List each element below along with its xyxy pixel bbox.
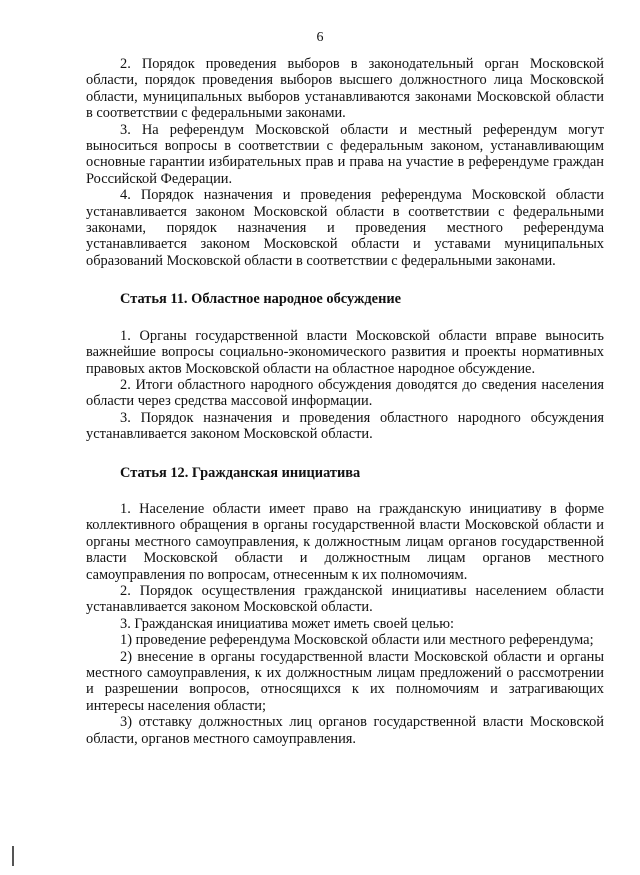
paragraph: 1. Население области имеет право на гражданскую инициативу в форме коллективного обращения в органы государственной власти Московской области и органы местного самоуправления, к должностным лицам органов государственной власти Московской области и должностным лицам органов местного самоуправления по вопросам, отнесенным к их полномочиям.	[86, 500, 604, 583]
paragraph: 3. На референдум Московской области и местный референдум могут выноситься вопросы в соответствии с федеральным законом, устанавливающим основные гарантии избирательных прав и права на участие в референдуме граждан Российской Федерации.	[86, 121, 604, 187]
paragraph: 4. Порядок назначения и проведения референдума Московской области устанавливается законом Московской области в соответствии с федеральными законами, порядок назначения и проведения местного референдума устанавливается законом Московской области и уставами муниципальных образований Московской области в соответствии с федеральными законами.	[86, 187, 604, 269]
scan-margin-mark	[12, 846, 14, 866]
document-body	[86, 56, 604, 747]
paragraph: 1) проведение референдума Московской области или местного референдума;	[120, 632, 594, 649]
paragraph: 3. Порядок назначения и проведения областного народного обсуждения устанавливается законом Московской области.	[86, 409, 604, 443]
paragraph: 1. Органы государственной власти Московской области вправе выносить важнейшие вопросы социально-экономического развития и проекты нормативных правовых актов Московской области на областное народное обсуждение.	[86, 327, 604, 377]
paragraph: 2. Итоги областного народного обсуждения доводятся до сведения населения области через средства массовой информации.	[86, 376, 604, 410]
paragraph: 3) отставку должностных лиц органов государственной власти Московской области, органов местного самоуправления.	[86, 714, 604, 747]
paragraph: 2. Порядок проведения выборов в законодательный орган Московской области, порядок проведения выборов высшего должностного лица Московской области, муниципальных выборов устанавливаются законами Московской области в соответствии с федеральными законами.	[86, 56, 604, 122]
paragraph: 2) внесение в органы государственной власти Московской области и органы местного самоуправления, к их должностным лицам предложений о рассмотрении и разрешении вопросов, относящихся к их полномочиям и затрагивающих интересы населения области;	[86, 648, 604, 714]
article-11-heading: Статья 11. Областное народное обсуждение	[120, 291, 402, 308]
paragraph: 2. Порядок осуществления гражданской инициативы населением области устанавливается законом Московской области.	[86, 582, 604, 616]
article-12-heading: Статья 12. Гражданская инициатива	[120, 464, 361, 481]
page-number: 6	[316, 30, 324, 45]
paragraph: 3. Гражданская инициатива может иметь своей целью:	[120, 615, 454, 632]
